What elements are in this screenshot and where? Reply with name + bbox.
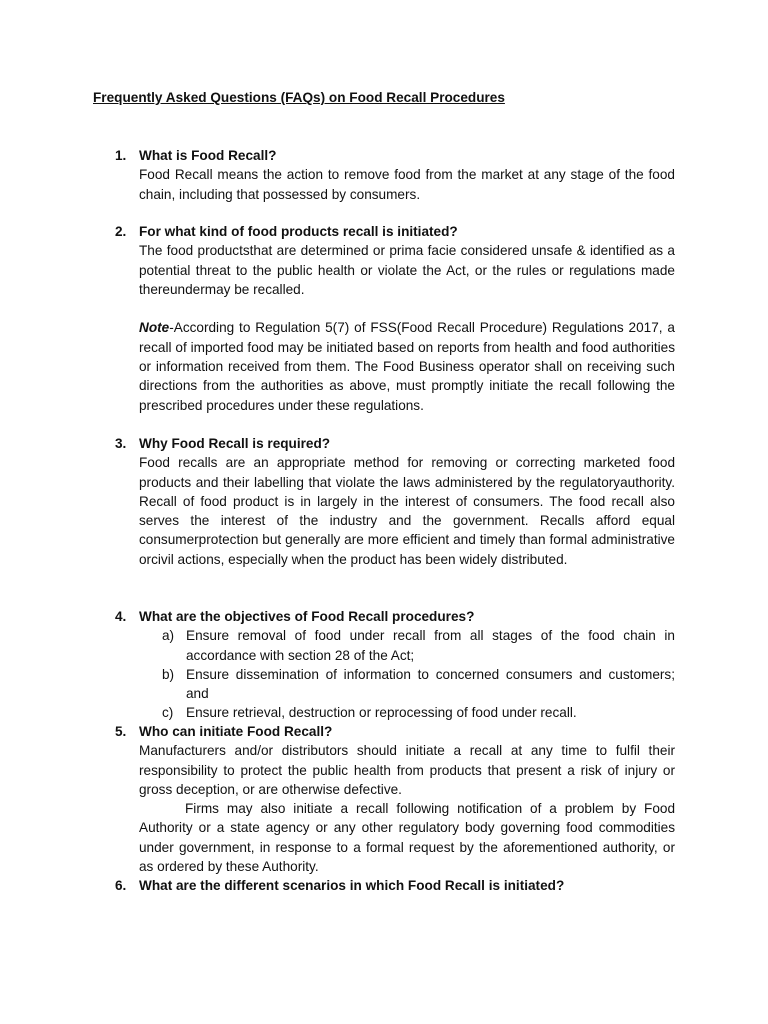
question-heading bbox=[115, 146, 675, 165]
document-title: Frequently Asked Questions (FAQs) on Food Recall Procedures bbox=[93, 90, 505, 105]
faq-item-5 bbox=[115, 722, 675, 876]
note-text: -According to Regulation 5(7) of FSS(Food Recall Procedure) Regulations 2017, a recall of imported food may be initiated based on reports from health and food authorities or information received from them. The Food Business operator shall on receiving such directions from the authorities as above, must promptly initiate the recall following the prescribed procedures under these regulations. bbox=[139, 320, 675, 413]
question-text: Who can initiate Food Recall? bbox=[139, 724, 333, 739]
answer-paragraph: Food Recall means the action to remove food from the market at any stage of the food chain, including that possessed by consumers. bbox=[139, 167, 675, 202]
answer-paragraph: Manufacturers and/or distributors should initiate a recall at any time to fulfil their responsibility to protect the public health from products that present a risk of injury or gross deception, or are otherwise defective. bbox=[139, 743, 675, 797]
list-item bbox=[162, 703, 675, 722]
note-paragraph bbox=[115, 318, 675, 414]
question-text: What are the objectives of Food Recall procedures? bbox=[139, 609, 475, 624]
list-item-text: Ensure removal of food under recall from all stages of the food chain in accordance with section 28 of the Act; bbox=[186, 628, 675, 663]
question-text: For what kind of food products recall is initiated? bbox=[139, 224, 458, 239]
faq-item-4 bbox=[115, 607, 675, 723]
question-number: 4. bbox=[115, 609, 127, 624]
list-item-letter: a) bbox=[162, 628, 175, 644]
question-heading bbox=[115, 434, 675, 453]
faq-item-1 bbox=[115, 146, 675, 204]
faq-item-3 bbox=[115, 434, 675, 569]
question-heading bbox=[115, 722, 675, 741]
answer-paragraph: Food recalls are an appropriate method for removing or correcting marketed food products and their labelling that violate the laws administered by the regulatoryauthority. Recall of food product is in largely in the interest of consumers. The food recall also serves the interest of the industry and the government. Recalls afford equal consumerprotection but generally are more efficient and timely than formal administrative orcivil actions, especially when the product has been widely distributed. bbox=[139, 455, 675, 567]
question-number: 2. bbox=[115, 224, 127, 239]
answer-paragraph-2: Firms may also initiate a recall following notification of a problem by Food Authority or a state agency or any other regulatory body governing food commodities under government, in response to a formal request by the aforementioned authority, or as ordered by these Authority. bbox=[139, 801, 675, 875]
list-item-letter: c) bbox=[162, 705, 174, 721]
answer-paragraph: The food productsthat are determined or prima facie considered unsafe & identified as a potential threat to the public health or violate the Act, or the rules or regulations made thereundermay be recalled. bbox=[139, 243, 675, 297]
question-heading bbox=[115, 607, 675, 626]
question-number: 5. bbox=[115, 724, 127, 739]
faq-item-2 bbox=[115, 222, 675, 415]
list-item bbox=[162, 626, 675, 665]
question-number: 6. bbox=[115, 878, 127, 893]
list-item-text: Ensure retrieval, destruction or reprocessing of food under recall. bbox=[186, 705, 577, 721]
list-item-text: Ensure dissemination of information to concerned consumers and customers; and bbox=[186, 666, 675, 702]
note-label: Note bbox=[139, 320, 170, 336]
question-text: Why Food Recall is required? bbox=[139, 436, 331, 451]
question-text: What are the different scenarios in which Food Recall is initiated? bbox=[139, 878, 565, 893]
question-heading bbox=[115, 222, 675, 241]
list-item-letter: b) bbox=[162, 666, 175, 682]
question-number: 1. bbox=[115, 148, 127, 163]
question-text: What is Food Recall? bbox=[139, 148, 277, 163]
list-item bbox=[162, 665, 675, 704]
question-heading bbox=[115, 876, 675, 895]
question-number: 3. bbox=[115, 436, 127, 451]
objectives-list bbox=[115, 626, 675, 722]
faq-item-6 bbox=[115, 876, 675, 895]
